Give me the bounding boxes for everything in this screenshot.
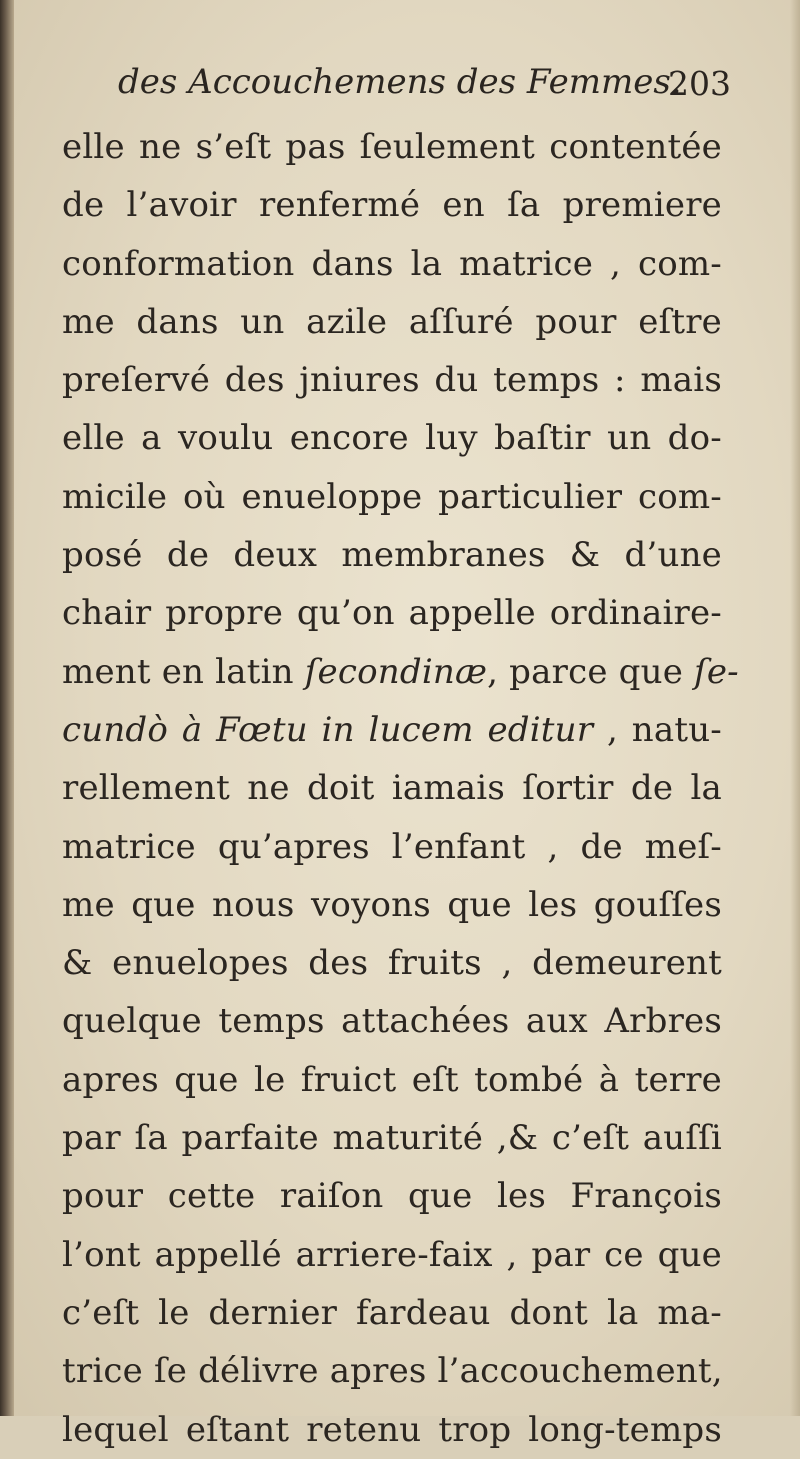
page-edge xyxy=(790,0,800,1416)
text-segment: matrice qu’apres l’enfant , de meſ- xyxy=(62,826,722,867)
text-segment: , natu- xyxy=(593,709,722,750)
text-line xyxy=(62,701,722,759)
text-line xyxy=(62,1167,722,1225)
text-line xyxy=(62,351,722,409)
text-line xyxy=(62,118,722,176)
text-line xyxy=(62,1109,722,1167)
text-line xyxy=(62,1401,722,1459)
text-segment: pour cette raiſon que les François xyxy=(62,1176,722,1217)
body-text xyxy=(62,118,739,1459)
text-segment: elle a voulu encore luy baſtir un do- xyxy=(62,418,722,459)
page-gutter-shadow xyxy=(0,0,14,1416)
text-line xyxy=(62,468,722,526)
text-line xyxy=(62,1284,722,1342)
text-line xyxy=(62,934,722,992)
text-segment: & enuelopes des fruits , demeurent xyxy=(62,943,722,984)
text-line xyxy=(62,992,722,1050)
text-segment: trice ſe délivre apres l’accouchement, xyxy=(62,1351,723,1392)
page-number: 203 xyxy=(668,64,731,103)
text-line xyxy=(62,409,722,467)
text-segment: conformation dans la matrice , com- xyxy=(62,243,722,284)
text-line xyxy=(62,176,722,234)
text-segment: preſervé des jniures du temps : mais xyxy=(62,360,722,401)
text-line xyxy=(62,759,722,817)
text-segment: lequel eſtant retenu trop long-temps xyxy=(62,1409,722,1450)
italic-text-segment: cundò à Fœtu in lucem editur xyxy=(62,709,594,750)
text-segment: c’eſt le dernier fardeau dont la ma- xyxy=(62,1292,722,1333)
text-segment: micile où enueloppe particulier com- xyxy=(62,476,722,517)
running-head: des Accouchemens des Femmes. xyxy=(118,62,682,102)
text-line xyxy=(62,1226,722,1284)
text-segment: , parce que xyxy=(487,651,695,692)
text-line xyxy=(62,1051,722,1109)
italic-text-segment: ſe- xyxy=(694,651,739,692)
text-segment: rellement ne doit iamais ſortir de la xyxy=(62,768,722,809)
text-segment: de l’avoir renfermé en ſa premiere xyxy=(62,185,722,226)
text-line xyxy=(62,293,722,351)
text-line xyxy=(62,643,739,701)
text-line xyxy=(62,876,722,934)
text-segment: l’ont appellé arriere-faix , par ce que xyxy=(62,1234,722,1275)
text-line xyxy=(62,235,722,293)
italic-text-segment: ſecondinæ xyxy=(304,651,488,692)
text-line xyxy=(62,584,722,642)
text-line xyxy=(62,526,722,584)
text-line xyxy=(62,818,722,876)
text-segment: apres que le fruict eſt tombé à terre xyxy=(62,1059,722,1100)
text-segment: ment en latin xyxy=(62,651,305,692)
text-segment: me dans un azile aſſuré pour eſtre xyxy=(62,301,722,342)
text-line xyxy=(62,1342,722,1400)
text-segment: posé de deux membranes & d’une xyxy=(62,535,722,576)
text-segment: me que nous voyons que les gouſſes xyxy=(62,884,722,925)
text-segment: elle ne s’eſt pas ſeulement contentée xyxy=(62,127,722,167)
text-segment: quelque temps attachées aux Arbres xyxy=(62,1001,722,1042)
text-segment: chair propre qu’on appelle ordinaire- xyxy=(62,593,722,634)
text-segment: par ſa parfaite maturité ,& c’eſt auſſi xyxy=(62,1118,722,1159)
